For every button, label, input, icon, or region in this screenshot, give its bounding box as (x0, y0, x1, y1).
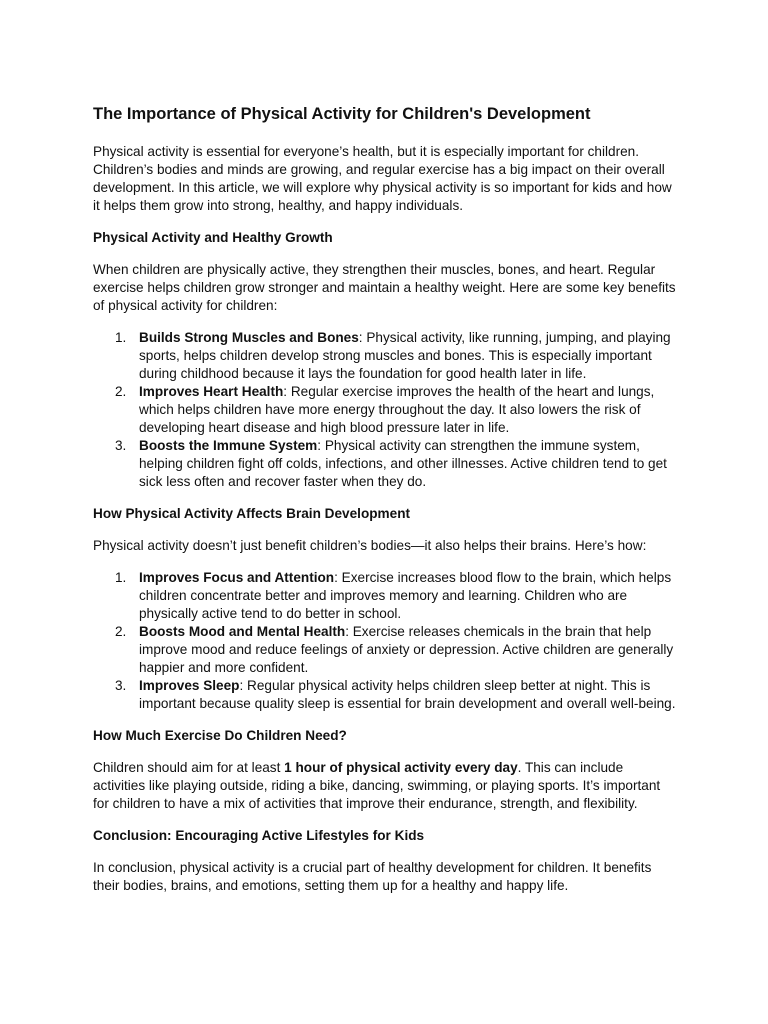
list-item-number: 2. (115, 624, 127, 639)
list-item-text: : Exercise increases blood flow to the brain, which helps children concentrate better and improves memory and learning. Children who are physically active tend to do better in school. (139, 570, 672, 621)
section-heading-exercise: How Much Exercise Do Children Need? (93, 728, 347, 743)
list-item (93, 677, 678, 713)
list-item (93, 569, 678, 623)
exercise-text-before: Children should aim for at least (93, 760, 285, 775)
list-item-text: : Physical activity, like running, jumping, and playing sports, helps children develop strong muscles and bones. This is especially important during childhood because it lays the foundation for good health later in life. (139, 330, 671, 381)
list-item-number: 3. (115, 438, 127, 453)
list-item-text: : Physical activity can strengthen the immune system, helping children fight off colds, infections, and other illnesses. Active children tend to get sick less often and recover faster when they do. (139, 438, 667, 489)
section-heading-brain: How Physical Activity Affects Brain Development (93, 506, 411, 521)
section-heading-growth: Physical Activity and Healthy Growth (93, 230, 333, 245)
exercise-paragraph (93, 759, 678, 813)
intro-paragraph: Physical activity is essential for everyone’s health, but it is especially important for children. Children’s bodies and minds are growing, and regular exercise has a big impact on their overall development. In this article, we will explore why physical activity is so important for kids and how it helps them grow into strong, healthy, and happy individuals. (93, 144, 672, 213)
list-item-lead: Improves Sleep (139, 678, 240, 693)
list-item-lead: Boosts Mood and Mental Health (139, 624, 346, 639)
brain-paragraph: Physical activity doesn’t just benefit children’s bodies—it also helps their brains. Here’s how: (93, 538, 647, 553)
list-item-text: : Regular physical activity helps children sleep better at night. This is important because quality sleep is essential for brain development and overall well-being. (139, 678, 676, 711)
list-item (93, 437, 678, 491)
list-item-lead: Improves Heart Health (139, 384, 284, 399)
list-item-number: 1. (115, 330, 127, 345)
exercise-emphasis: 1 hour of physical activity every day (284, 760, 518, 775)
list-item-lead: Improves Focus and Attention (139, 570, 335, 585)
document-title: The Importance of Physical Activity for Children's Development (93, 105, 591, 123)
list-item-number: 1. (115, 570, 127, 585)
list-item (93, 623, 678, 677)
list-item-text: : Exercise releases chemicals in the brain that help improve mood and reduce feelings of anxiety or depression. Active children are generally happier and more confident. (139, 624, 674, 675)
exercise-text-after: . This can include activities like playing outside, riding a bike, dancing, swimming, or playing sports. It’s important for children to have a mix of activities that improve their endurance, strength, and flexibility. (93, 760, 661, 811)
list-item-number: 2. (115, 384, 127, 399)
brain-benefits-list (93, 569, 678, 713)
list-item-lead: Boosts the Immune System (139, 438, 318, 453)
growth-benefits-list (93, 329, 678, 491)
conclusion-paragraph: In conclusion, physical activity is a crucial part of healthy development for children. It benefits their bodies, brains, and emotions, setting them up for a healthy and happy life. (93, 860, 652, 893)
list-item (93, 383, 678, 437)
growth-paragraph: When children are physically active, they strengthen their muscles, bones, and heart. Regular exercise helps children grow stronger and maintain a healthy weight. Here are some key benefits of physical activity for children: (93, 262, 676, 313)
list-item-lead: Builds Strong Muscles and Bones (139, 330, 359, 345)
section-heading-conclusion: Conclusion: Encouraging Active Lifestyles for Kids (93, 828, 425, 843)
list-item-number: 3. (115, 678, 127, 693)
list-item (93, 329, 678, 383)
list-item-text: : Regular exercise improves the health of the heart and lungs, which helps children have more energy throughout the day. It also lowers the risk of developing heart disease and high blood pressure later in life. (139, 384, 655, 435)
